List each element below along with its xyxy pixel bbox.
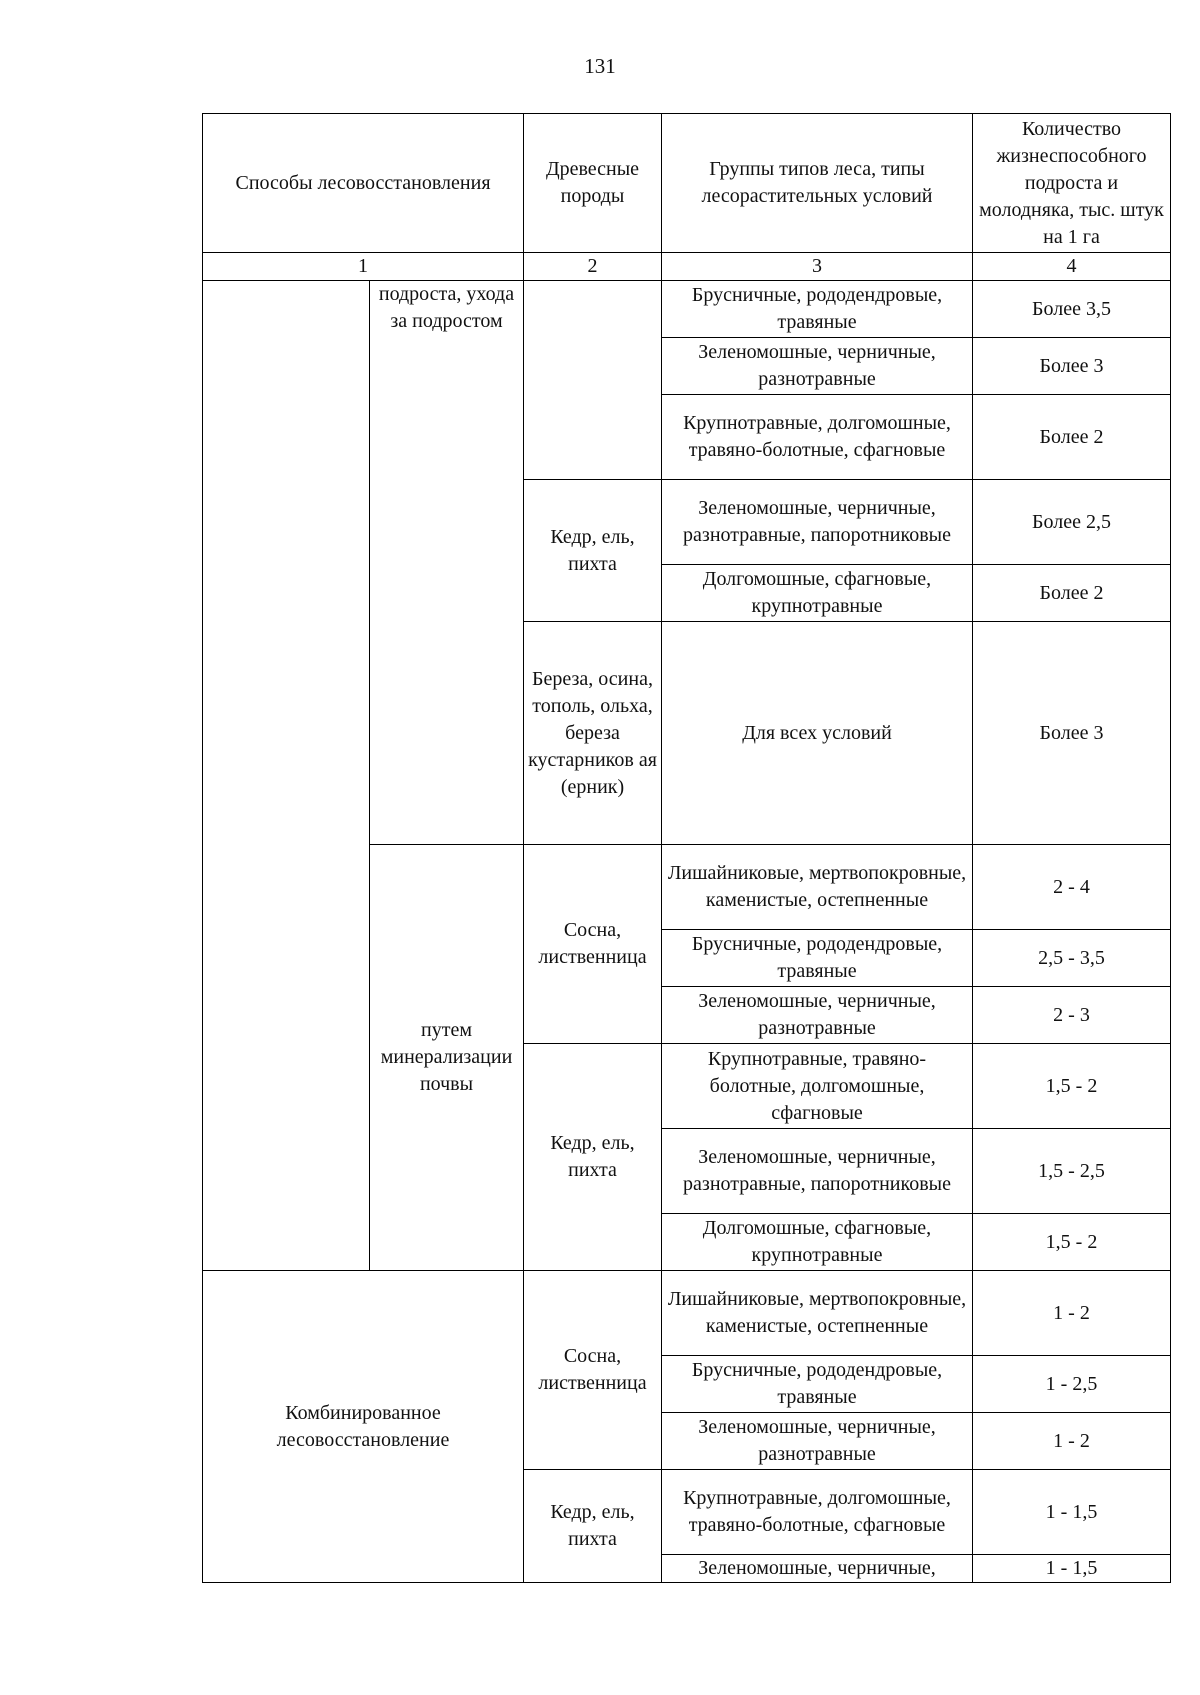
count-cell: Более 3,5	[973, 281, 1171, 338]
method-group-cell	[203, 281, 370, 1271]
column-number: 1	[203, 253, 524, 281]
forest-type-cell: Зеленомошные, черничные, разнотравные	[662, 1413, 973, 1470]
forest-type-cell: Зеленомошные, черничные, разнотравные, папоротниковые	[662, 480, 973, 565]
count-cell: Более 3	[973, 622, 1171, 845]
table-header-row	[203, 114, 1171, 253]
forest-type-cell: Лишайниковые, мертвопокровные, каменистые, остепненные	[662, 1271, 973, 1356]
method-undergrowth: подроста, ухода за подростом	[370, 281, 524, 845]
species-cell: Кедр, ель, пихта	[524, 1470, 662, 1583]
count-cell: 2 - 4	[973, 845, 1171, 930]
species-cell: Кедр, ель, пихта	[524, 1044, 662, 1271]
method-mineralization: путем минерализации почвы	[370, 845, 524, 1271]
forest-type-cell: Зеленомошные, черничные,	[662, 1555, 973, 1583]
species-cell: Кедр, ель, пихта	[524, 480, 662, 622]
forest-type-cell: Крупнотравные, травяно-болотные, долгомошные, сфагновые	[662, 1044, 973, 1129]
table-row	[203, 1271, 1171, 1356]
count-cell: 1 - 2	[973, 1271, 1171, 1356]
count-cell: 1 - 2	[973, 1413, 1171, 1470]
count-cell: Более 2,5	[973, 480, 1171, 565]
forest-type-cell: Крупнотравные, долгомошные, травяно-болотные, сфагновые	[662, 1470, 973, 1555]
count-cell: 2,5 - 3,5	[973, 930, 1171, 987]
count-cell: 2 - 3	[973, 987, 1171, 1044]
column-numbers-row	[203, 253, 1171, 281]
count-cell: Более 2	[973, 565, 1171, 622]
column-number: 3	[662, 253, 973, 281]
forest-type-cell: Зеленомошные, черничные, разнотравные	[662, 338, 973, 395]
column-number: 2	[524, 253, 662, 281]
forest-type-cell: Долгомошные, сфагновые, крупнотравные	[662, 1214, 973, 1271]
species-cell-empty	[524, 281, 662, 480]
species-cell: Сосна, лиственница	[524, 1271, 662, 1470]
forest-type-cell: Для всех условий	[662, 622, 973, 845]
header-forest-types: Группы типов леса, типы лесорастительных условий	[662, 114, 973, 253]
count-cell: 1,5 - 2,5	[973, 1129, 1171, 1214]
method-combined: Комбинированное лесовосстановление	[203, 1271, 524, 1583]
forest-type-cell: Брусничные, рододендровые, травяные	[662, 1356, 973, 1413]
forest-type-cell: Крупнотравные, долгомошные, травяно-болотные, сфагновые	[662, 395, 973, 480]
forest-type-cell: Долгомошные, сфагновые, крупнотравные	[662, 565, 973, 622]
species-cell: Сосна, лиственница	[524, 845, 662, 1044]
count-cell: 1 - 1,5	[973, 1555, 1171, 1583]
forest-type-cell: Брусничные, рододендровые, травяные	[662, 281, 973, 338]
forest-type-cell: Зеленомошные, черничные, разнотравные, папоротниковые	[662, 1129, 973, 1214]
forest-restoration-table	[202, 113, 1171, 1583]
count-cell: Более 3	[973, 338, 1171, 395]
forest-type-cell: Брусничные, рододендровые, травяные	[662, 930, 973, 987]
count-cell: 1 - 2,5	[973, 1356, 1171, 1413]
count-cell: 1,5 - 2	[973, 1044, 1171, 1129]
count-cell: 1 - 1,5	[973, 1470, 1171, 1555]
forest-type-cell: Зеленомошные, черничные, разнотравные	[662, 987, 973, 1044]
header-method: Способы лесовосстановления	[203, 114, 524, 253]
count-cell: 1,5 - 2	[973, 1214, 1171, 1271]
header-species: Древесные породы	[524, 114, 662, 253]
column-number: 4	[973, 253, 1171, 281]
header-count: Количество жизнеспособного подроста и молодняка, тыс. штук на 1 га	[973, 114, 1171, 253]
species-cell: Береза, осина, тополь, ольха, береза кустарников ая (ерник)	[524, 622, 662, 845]
forest-type-cell: Лишайниковые, мертвопокровные, каменистые, остепненные	[662, 845, 973, 930]
count-cell: Более 2	[973, 395, 1171, 480]
table-row	[203, 281, 1171, 338]
page-number: 131	[584, 54, 616, 78]
